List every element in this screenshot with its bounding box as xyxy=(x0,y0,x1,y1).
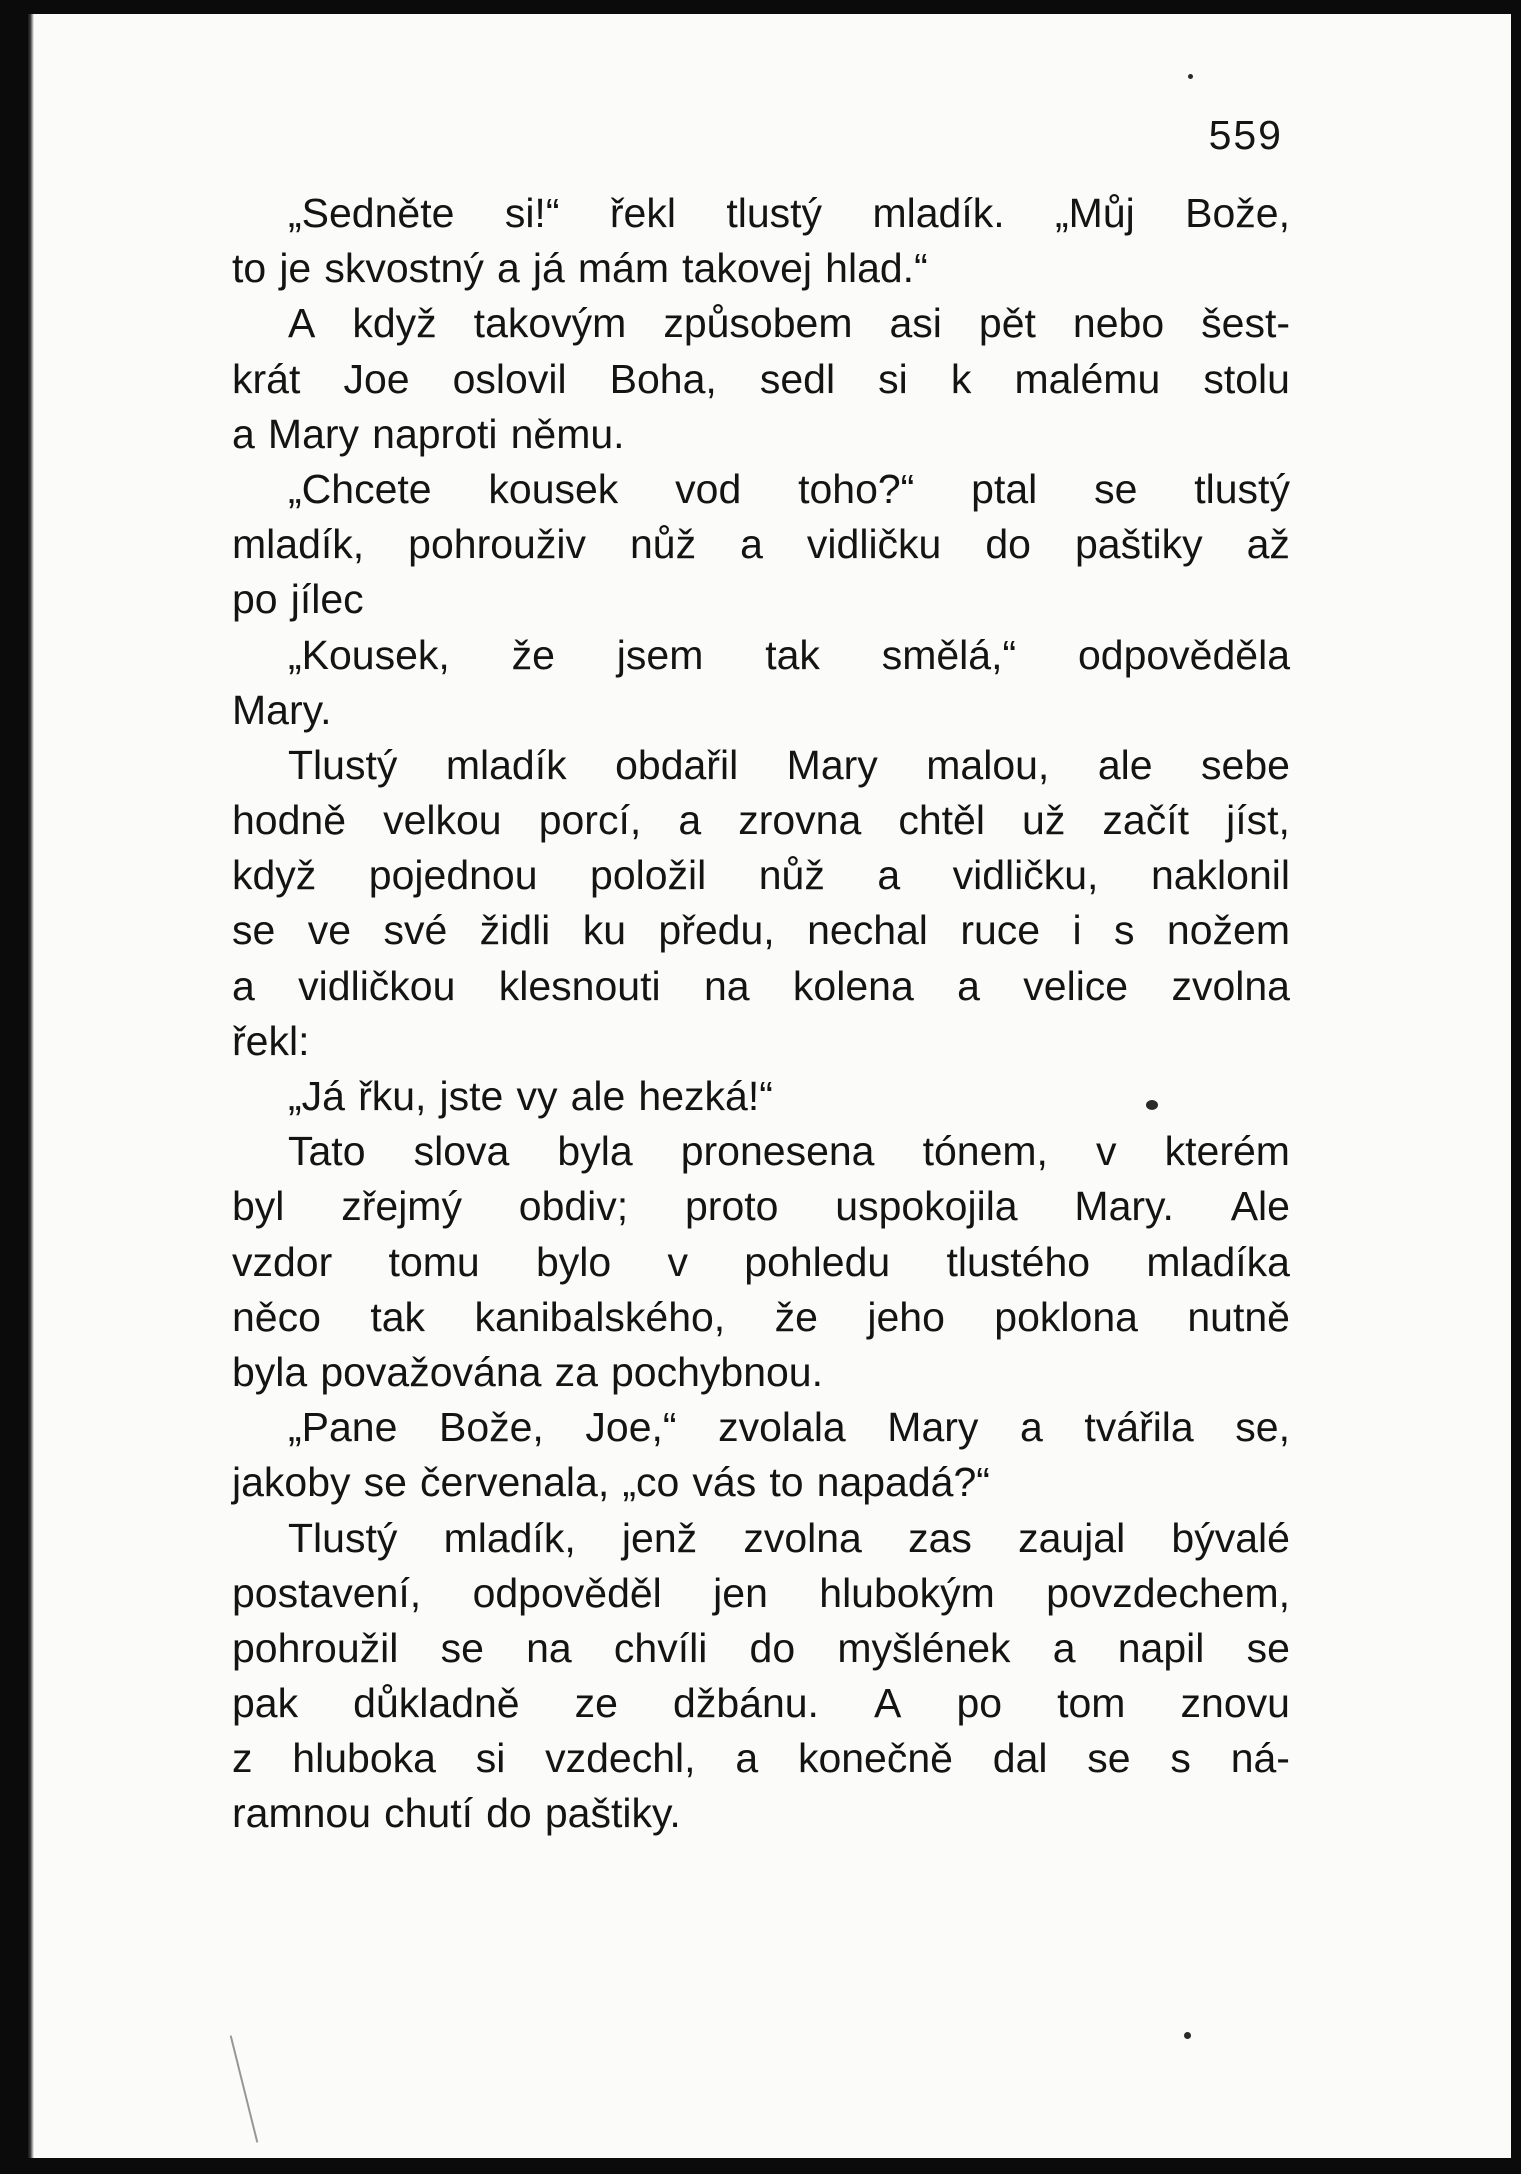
word: dal xyxy=(992,1735,1048,1782)
word: A xyxy=(288,300,316,347)
text-line xyxy=(232,1621,1290,1676)
word: velice xyxy=(1023,962,1129,1009)
word: zřejmý xyxy=(341,1183,462,1230)
word: odpověděla xyxy=(1077,631,1290,678)
word: A xyxy=(874,1680,902,1727)
word: důkladně xyxy=(353,1680,520,1727)
word: porcí, xyxy=(538,797,642,844)
text-line xyxy=(232,462,1290,517)
word: a xyxy=(678,797,702,844)
word: zas xyxy=(908,1514,972,1561)
word: Mary xyxy=(267,410,360,457)
word: tónem, xyxy=(922,1128,1048,1175)
word: ale xyxy=(1097,741,1153,788)
word: že xyxy=(511,631,555,678)
word: že xyxy=(774,1293,818,1340)
word: jsem xyxy=(616,631,704,678)
word: je xyxy=(279,245,312,292)
word: v xyxy=(1096,1128,1117,1175)
word: řekl: xyxy=(232,1017,310,1064)
word: Mary. xyxy=(232,686,332,733)
word: způsobem xyxy=(663,300,853,347)
word: Tlustý xyxy=(288,741,398,788)
word: chutí xyxy=(384,1790,474,1837)
word: a xyxy=(877,852,901,899)
word: a xyxy=(1052,1624,1076,1671)
text-line xyxy=(232,186,1290,241)
word: povzdechem, xyxy=(1046,1569,1290,1616)
word: k xyxy=(950,355,972,402)
word: nebo xyxy=(1072,300,1165,347)
word: Tato xyxy=(288,1128,366,1175)
word: nůž xyxy=(758,852,825,899)
word: „Chcete xyxy=(288,465,432,512)
word: Mary xyxy=(786,741,878,788)
word: pohledu xyxy=(744,1238,891,1285)
word: smělá,“ xyxy=(881,631,1017,678)
word: hlad.“ xyxy=(825,245,928,292)
word: s xyxy=(1170,1735,1191,1782)
word: velkou xyxy=(383,797,502,844)
word: mladík, xyxy=(232,521,365,568)
word: když xyxy=(232,852,317,899)
word: chvíli xyxy=(613,1624,708,1671)
text-line xyxy=(232,241,1290,296)
word: tomu xyxy=(388,1238,480,1285)
word: nechal xyxy=(807,907,928,954)
word: do xyxy=(486,1790,532,1837)
word: i xyxy=(1072,907,1082,954)
word: jíst, xyxy=(1226,797,1290,844)
word: ku xyxy=(582,907,627,954)
word: židli xyxy=(479,907,551,954)
word: vy xyxy=(516,1073,558,1119)
word: já xyxy=(532,245,565,292)
word: ptal xyxy=(971,465,1038,512)
word: do xyxy=(985,521,1031,568)
word: a xyxy=(740,521,763,568)
word: vás xyxy=(692,1459,757,1506)
word: se xyxy=(363,1459,407,1506)
word: ruce xyxy=(960,907,1041,954)
word: ná- xyxy=(1230,1735,1290,1782)
word: obdařil xyxy=(615,741,739,788)
word: naklonil xyxy=(1150,852,1290,899)
word: kterém xyxy=(1164,1128,1290,1175)
body-text xyxy=(232,186,1290,1842)
word: obdiv; xyxy=(518,1183,629,1230)
word: na xyxy=(526,1624,572,1671)
word: malou, xyxy=(926,741,1050,788)
word: sebe xyxy=(1201,741,1290,788)
word: takovým xyxy=(473,300,627,347)
text-line xyxy=(232,1566,1290,1621)
word: něco xyxy=(232,1293,321,1340)
word: uspokojila xyxy=(835,1183,1018,1230)
word: Mary. xyxy=(1074,1183,1174,1230)
word: pronesena xyxy=(680,1128,875,1175)
text-line xyxy=(232,903,1290,958)
word: Mary xyxy=(887,1404,979,1451)
word: napil xyxy=(1117,1624,1205,1671)
text-line xyxy=(232,738,1290,793)
text-line xyxy=(232,1179,1290,1234)
word: myšlének xyxy=(837,1624,1011,1671)
page-number: 559 xyxy=(1208,112,1283,158)
word: „Pane xyxy=(288,1404,398,1451)
word: mladík. xyxy=(872,190,1005,236)
word: vidličkou xyxy=(298,962,456,1009)
text-line xyxy=(232,1786,1290,1841)
text-line xyxy=(232,1014,1290,1069)
word: předu, xyxy=(658,907,775,954)
word: „Můj xyxy=(1055,190,1135,236)
word: na xyxy=(703,962,750,1009)
text-line xyxy=(232,1731,1290,1786)
word: vidličku, xyxy=(952,852,1099,899)
word: pět xyxy=(978,300,1036,347)
word: se xyxy=(232,907,276,954)
word: němu. xyxy=(510,410,625,457)
word: tak xyxy=(765,631,820,678)
word: pohroužil xyxy=(232,1624,399,1671)
word: Ale xyxy=(1230,1183,1290,1230)
word: se xyxy=(1087,1735,1131,1782)
word: kanibalského, xyxy=(474,1293,726,1340)
word: toho?“ xyxy=(798,465,915,512)
word: asi xyxy=(889,300,942,347)
text-line xyxy=(232,352,1290,407)
word: pak xyxy=(232,1680,299,1727)
word: zrovna xyxy=(738,797,862,844)
word: tvářila xyxy=(1084,1404,1194,1451)
word: pohrouživ xyxy=(408,521,586,568)
word: znovu xyxy=(1180,1680,1290,1727)
word: vzdechl, xyxy=(545,1735,696,1782)
word: z xyxy=(232,1735,253,1782)
text-line xyxy=(232,848,1290,903)
text-line xyxy=(232,1069,1290,1124)
word: „Já xyxy=(288,1073,345,1119)
word: mám xyxy=(577,245,670,292)
word: vod xyxy=(675,465,742,512)
word: červenala, xyxy=(420,1459,610,1506)
word: hluboka xyxy=(292,1735,436,1782)
word: zvolna xyxy=(1171,962,1290,1009)
word: když xyxy=(352,300,437,347)
word: chtěl xyxy=(898,797,985,844)
text-line xyxy=(232,1124,1290,1179)
word: ve xyxy=(307,907,352,954)
word: Joe xyxy=(343,355,410,402)
word: paštiky xyxy=(1075,521,1203,568)
word: šest- xyxy=(1201,300,1290,347)
text-line xyxy=(232,959,1290,1014)
word: hlubokým xyxy=(819,1569,995,1616)
word: „Sedněte xyxy=(288,190,455,236)
word: a xyxy=(735,1735,759,1782)
word: byla xyxy=(232,1348,308,1395)
word: s xyxy=(1114,907,1135,954)
text-line xyxy=(232,572,1290,627)
word: jílec xyxy=(290,576,364,623)
word: tlustý xyxy=(1194,465,1290,512)
text-line xyxy=(232,683,1290,738)
word: kousek xyxy=(488,465,619,512)
word: považována xyxy=(320,1348,542,1395)
word: mladíka xyxy=(1146,1238,1290,1285)
text-line xyxy=(232,628,1290,683)
word: zvolna xyxy=(743,1514,862,1561)
scan-speck xyxy=(1184,2032,1191,2039)
word: napadá?“ xyxy=(816,1459,990,1506)
word: jste xyxy=(439,1073,504,1119)
word: ze xyxy=(574,1680,618,1727)
word: jenž xyxy=(621,1514,698,1561)
word: džbánu. xyxy=(673,1680,819,1727)
text-line xyxy=(232,517,1290,572)
word: byla xyxy=(557,1128,633,1175)
word: tak xyxy=(370,1293,426,1340)
text-line xyxy=(232,1290,1290,1345)
word: bylo xyxy=(535,1238,612,1285)
word: mladík, xyxy=(443,1514,576,1561)
word: odpověděl xyxy=(472,1569,662,1616)
word: po xyxy=(232,576,278,623)
word: skvostný xyxy=(324,245,484,292)
word: „co xyxy=(622,1459,680,1506)
word: za xyxy=(554,1348,598,1395)
text-line xyxy=(232,1455,1290,1510)
word: ale xyxy=(570,1073,626,1119)
word: a xyxy=(1019,1404,1043,1451)
word: nůž xyxy=(629,521,697,568)
word: proto xyxy=(685,1183,779,1230)
text-line xyxy=(232,407,1290,462)
word: zaujal xyxy=(1018,1514,1126,1561)
word: Joe,“ xyxy=(585,1404,677,1451)
scan-speck xyxy=(1188,74,1193,79)
word: jen xyxy=(713,1569,768,1616)
text-line xyxy=(232,1235,1290,1290)
word: se xyxy=(440,1624,484,1671)
word: Bože, xyxy=(1185,190,1290,236)
word: pochybnou. xyxy=(610,1348,823,1395)
word: sedl xyxy=(759,355,836,402)
word: kolena xyxy=(792,962,914,1009)
word: po xyxy=(956,1680,1003,1727)
word: to xyxy=(769,1459,804,1506)
word: stolu xyxy=(1203,355,1290,402)
word: mladík xyxy=(445,741,567,788)
word: a xyxy=(232,410,255,457)
word: hezká!“ xyxy=(638,1073,773,1119)
word: se xyxy=(1094,465,1138,512)
word: vzdor xyxy=(232,1238,333,1285)
word: tlustého xyxy=(946,1238,1091,1285)
word: to xyxy=(232,245,267,292)
word: nutně xyxy=(1187,1293,1290,1340)
word: své xyxy=(383,907,448,954)
word: se xyxy=(1246,1624,1290,1671)
text-line xyxy=(232,1345,1290,1400)
book-page xyxy=(28,14,1511,2158)
word: řekl xyxy=(609,190,676,236)
word: tom xyxy=(1057,1680,1126,1727)
word: v xyxy=(667,1238,688,1285)
word: paštiky. xyxy=(544,1790,681,1837)
word: krát xyxy=(232,355,301,402)
word: se, xyxy=(1235,1404,1290,1451)
word: naproti xyxy=(372,410,498,457)
word: řku, xyxy=(358,1073,427,1119)
word: hodně xyxy=(232,797,347,844)
word: Tlustý xyxy=(288,1514,398,1561)
word: klesnouti xyxy=(498,962,661,1009)
word: položil xyxy=(590,852,707,899)
word: „Kousek, xyxy=(288,631,450,678)
scan-binding-edge xyxy=(28,14,34,2158)
word: ramnou xyxy=(232,1790,372,1837)
word: takovej xyxy=(682,245,813,292)
text-line xyxy=(232,296,1290,351)
word: a xyxy=(957,962,980,1009)
word: a xyxy=(496,245,520,292)
word: pojednou xyxy=(368,852,538,899)
scan-scratch xyxy=(230,2035,259,2142)
text-line xyxy=(232,1511,1290,1566)
word: už xyxy=(1022,797,1066,844)
text-line xyxy=(232,1400,1290,1455)
text-line xyxy=(232,793,1290,848)
word: nožem xyxy=(1166,907,1290,954)
text-line xyxy=(232,1676,1290,1731)
word: vidličku xyxy=(806,521,942,568)
word: malému xyxy=(1014,355,1161,402)
word: poklona xyxy=(994,1293,1138,1340)
word: si xyxy=(878,355,908,402)
word: začít xyxy=(1102,797,1190,844)
word: jeho xyxy=(867,1293,945,1340)
word: tlustý xyxy=(726,190,823,236)
word: až xyxy=(1246,521,1290,568)
word: byl xyxy=(232,1183,285,1230)
word: Bože, xyxy=(438,1404,544,1451)
word: do xyxy=(749,1624,796,1671)
word: zvolala xyxy=(718,1404,846,1451)
word: postavení, xyxy=(232,1569,422,1616)
word: slova xyxy=(413,1128,510,1175)
word: si!“ xyxy=(504,190,560,236)
word: oslovil xyxy=(452,355,567,402)
word: konečně xyxy=(797,1735,953,1782)
word: Boha, xyxy=(609,355,717,402)
word: bývalé xyxy=(1171,1514,1290,1561)
word: a xyxy=(232,962,255,1009)
word: jakoby xyxy=(232,1459,351,1506)
word: si xyxy=(475,1735,506,1782)
